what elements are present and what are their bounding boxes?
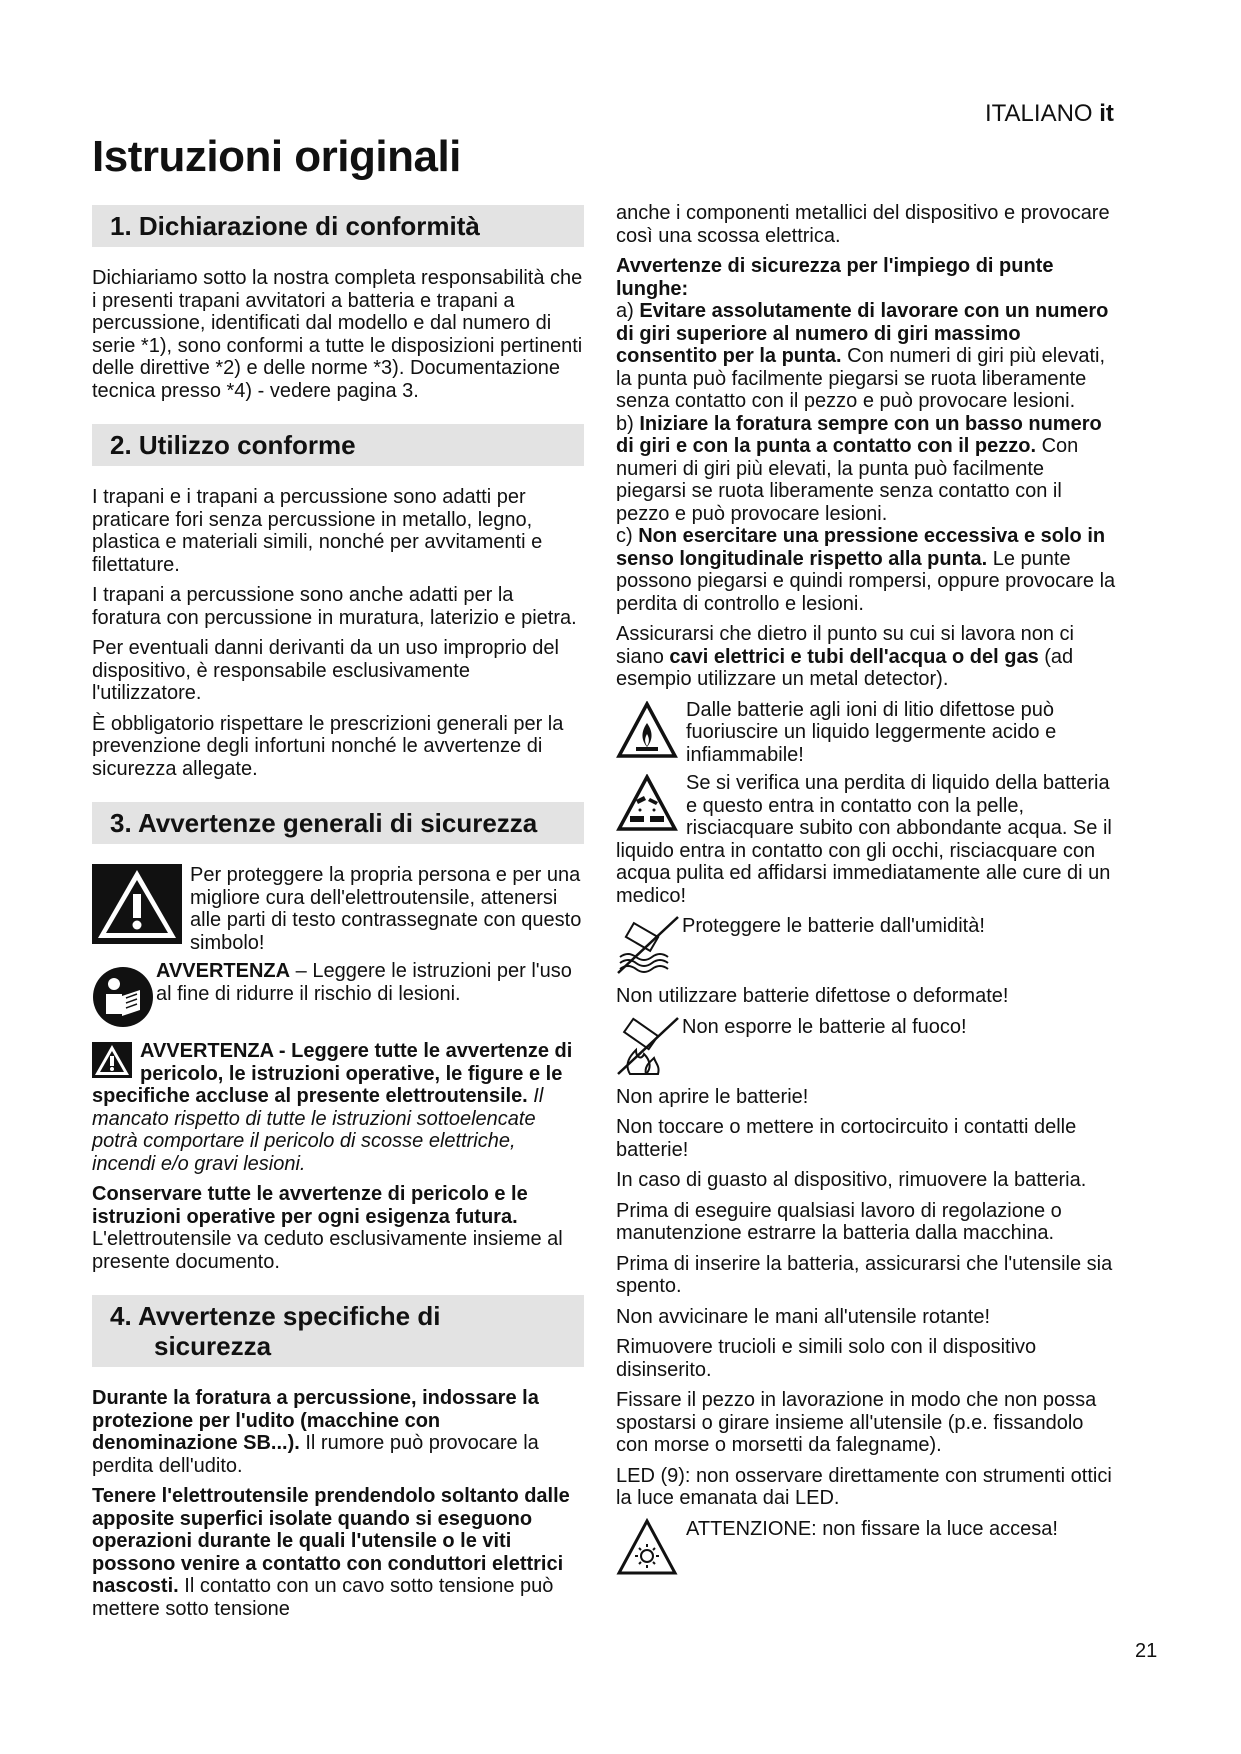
no-fire-icon [616, 1016, 680, 1078]
section-4-p1-rest: Il rumore può provocare la perdita dell'udito. [92, 1432, 539, 1477]
led-notice: LED (9): non osservare direttamente con strumenti ottici la luce emanata dai LED. [616, 1464, 1112, 1509]
section-2-p3: Per eventuali danni derivanti da un uso improprio del dispositivo, è responsabile esclusivamente l'utilizzatore. [92, 637, 559, 704]
section-4-p1 [92, 1387, 584, 1477]
long-bits-heading: Avvertenze di sicurezza per l'impiego di punte lunghe: [616, 255, 1054, 300]
section-1-heading: 1. Dichiarazione di conformità [92, 205, 584, 247]
warning-paragraph [92, 1040, 584, 1175]
no-open-notice: Non aprire le batterie! [616, 1085, 809, 1108]
section-4-p2 [92, 1485, 584, 1620]
hands-notice: Non avvicinare le mani all'utensile rotante! [616, 1305, 991, 1328]
left-column [92, 205, 584, 1628]
warning-triangle-icon [92, 864, 182, 944]
keep-rest: L'elettroutensile va ceduto esclusivamente insieme al presente documento. [92, 1228, 563, 1273]
attention-text: ATTENZIONE: non fissare la luce accesa! [686, 1517, 1058, 1540]
attention-notice [616, 1518, 1116, 1576]
item-a: a) Evitare assolutamente di lavorare con un numero di giri superiore al numero di giri massimo consentito per la punta. Con numeri di giri più elevati, la punta può facilmente piegarsi se ruota liberamente senza contatto con il pezzo e può provocare lesioni. [616, 300, 1109, 412]
flammable-warning-icon [616, 701, 678, 759]
section-4-heading-line2: sicurezza [154, 1331, 272, 1361]
led-light-warning-icon [616, 1518, 678, 1576]
warning-bold: AVVERTENZA - Leggere tutte le avvertenze di pericolo, le istruzioni operative, le figure e le specifiche accluse al presente elettroutensile. [92, 1040, 573, 1107]
read-manual-icon [92, 966, 154, 1028]
symbol-notice-text: Per proteggere la propria persona e per una migliore cura dell'elettroutensile, attenersi alle parti di testo contrassegnate con questo simbolo! [190, 864, 582, 954]
humidity-notice [616, 915, 1116, 977]
page-number: 21 [1135, 1640, 1158, 1662]
warning-italic: Il mancato rispetto di tutte le istruzioni sottoelencate potrà comportare il pericolo di scosse elettriche, incendi e/o gravi lesioni. [92, 1085, 544, 1175]
fix-notice: Fissare il pezzo in lavorazione in modo che non possa spostarsi o girare insieme all'utensile (p.e. fissandolo con morse o morsetti da falegname). [616, 1389, 1097, 1456]
section-2-p2: I trapani a percussione sono anche adatti per la foratura con percussione in muratura, laterizio e pietra. [92, 584, 577, 629]
section-4-heading [92, 1295, 584, 1367]
continuation-text: anche i componenti metallici del dispositivo e provocare così una scossa elettrica. [616, 202, 1110, 247]
language-header [985, 100, 1114, 128]
flammable-notice [616, 699, 1116, 767]
fire-text: Non esporre le batterie al fuoco! [682, 1015, 967, 1038]
keep-bold: Conservare tutte le avvertenze di pericolo e le istruzioni operative per ogni esigenza futura. [92, 1183, 528, 1228]
language-code: it [1099, 100, 1114, 127]
chips-notice: Rimuovere trucioli e simili solo con il dispositivo disinserito. [616, 1336, 1037, 1381]
no-humidity-icon [616, 915, 680, 977]
keep-instructions [92, 1183, 584, 1273]
humidity-text: Proteggere le batterie dall'umidità! [682, 915, 985, 937]
corrosive-notice [616, 772, 1116, 907]
item-c: c) Non esercitare una pressione eccessiva e solo in senso longitudinale rispetto alla punta. Le punte possono piegarsi e quindi rompersi, oppure provocare la perdita di controllo e lesioni. [616, 525, 1116, 615]
section-4-p2-rest: Il contatto con un cavo sotto tensione può mettere sotto tensione [92, 1575, 554, 1620]
cables-notice: Assicurarsi che dietro il punto su cui si lavora non ci siano cavi elettrici e tubi dell'acqua o del gas (ad esempio utilizzare un metal detector). [616, 623, 1074, 690]
section-1-text: Dichiariamo sotto la nostra completa responsabilità che i presenti trapani avvitatori a batteria e trapani a percussione, identificati dal modello e dal numero di serie *1), sono conformi a tutte le disposizioni pertinenti delle direttive *2) e delle norme *3). Documentazione tecnica presso *4) - vedere pagina 3. [92, 267, 583, 402]
read-manual-notice [92, 960, 584, 1028]
section-4-heading-line1: 4. Avvertenze specifiche di [110, 1301, 441, 1331]
no-short-notice: Non toccare o mettere in cortocircuito i contatti delle batterie! [616, 1116, 1077, 1161]
read-manual-rest: – Leggere le istruzioni per l'uso al fine di ridurre il rischio di lesioni. [156, 960, 572, 1005]
fault-notice: In caso di guasto al dispositivo, rimuovere la batteria. [616, 1169, 1087, 1191]
language-label: ITALIANO [985, 100, 1093, 127]
read-manual-text [156, 960, 584, 1005]
right-column [616, 202, 1116, 1576]
section-2-heading: 2. Utilizzo conforme [92, 424, 584, 466]
section-2-p4: È obbligatorio rispettare le prescrizioni generali per la prevenzione degli infortuni nonché le avvertenze di sicurezza allegate. [92, 712, 564, 780]
section-4-p1-bold: Durante la foratura a percussione, indossare la protezione per l'udito (macchine con denominazione SB...). [92, 1387, 539, 1454]
section-3-heading: 3. Avvertenze generali di sicurezza [92, 802, 584, 844]
read-manual-bold: AVVERTENZA [156, 960, 291, 982]
page-title: Istruzioni originali [92, 132, 461, 181]
corrosive-text: Se si verifica una perdita di liquido della batteria e questo entra in contatto con la pelle, risciacquare subito con abbondante acqua. Se il liquido entra in contatto con gli occhi, risciacquare con acqua pulita ed affidarsi immediatamente alle cure di un medico! [616, 772, 1112, 907]
section-4-p2-bold: Tenere l'elettroutensile prendendolo soltanto dalle apposite superfici isolate quando si eseguono operazioni durante le quali l'utensile o le viti possono venire a contatto con conduttori elettrici nascosti. [92, 1485, 570, 1597]
flammable-text: Dalle batterie agli ioni di litio difettose può fuoriuscire un liquido leggermente acido e infiammabile! [686, 698, 1057, 766]
section-2-p1: I trapani e i trapani a percussione sono adatti per praticare fori senza percussione in metallo, legno, plastica e materiali simili, nonché per avvitamenti e filettature. [92, 486, 543, 576]
defective-notice: Non utilizzare batterie difettose o deformate! [616, 985, 1009, 1007]
insert-notice: Prima di inserire la batteria, assicurarsi che l'utensile sia spento. [616, 1252, 1113, 1297]
warning-small-icon [92, 1042, 132, 1078]
maintenance-notice: Prima di eseguire qualsiasi lavoro di regolazione o manutenzione estrarre la batteria dalla macchina. [616, 1199, 1062, 1244]
symbol-notice [92, 864, 584, 954]
fire-notice [616, 1016, 1116, 1078]
item-b: b) Iniziare la foratura sempre con un basso numero di giri e con la punta a contatto con il pezzo. Con numeri di giri più elevati, la punta può facilmente piegarsi se ruota liberamente senza contatto con il pezzo e può provocare lesioni. [616, 412, 1102, 525]
corrosive-warning-icon [616, 774, 678, 832]
